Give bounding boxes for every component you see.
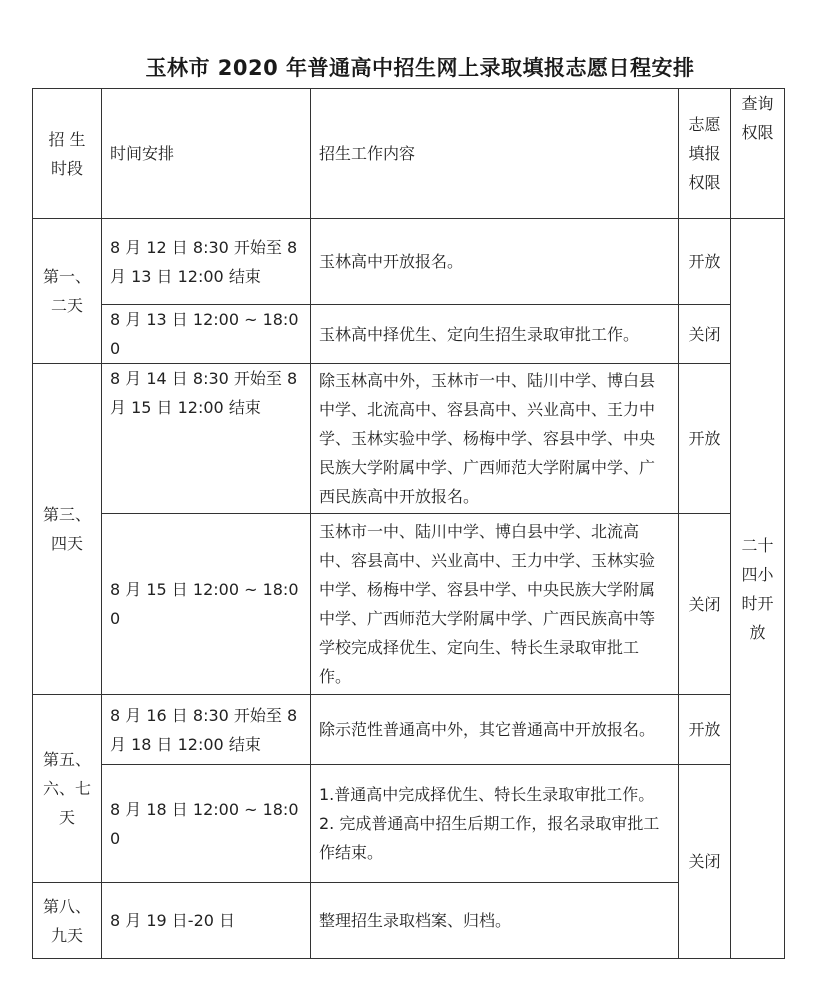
- fill-permission-cell: 关闭: [679, 514, 731, 695]
- fill-permission-cell: 开放: [679, 695, 731, 765]
- time-cell: 8 月 14 日 8:30 开始至 8 月 15 日 12:00 结束: [102, 364, 311, 514]
- period-cell: 第三、 四天: [33, 364, 102, 695]
- table-row: [33, 219, 785, 305]
- header-time: 时间安排: [102, 89, 311, 219]
- table-row: [33, 695, 785, 765]
- fill-permission-cell: 开放: [679, 364, 731, 514]
- header-fill-permission: 志愿 填报 权限: [679, 89, 731, 219]
- header-query-permission: 查询 权限: [731, 89, 785, 219]
- schedule-table: [32, 88, 785, 959]
- period-cell: 第一、 二天: [33, 219, 102, 364]
- fill-permission-cell: 开放: [679, 219, 731, 305]
- page-title: 玉林市 2020 年普通高中招生网上录取填报志愿日程安排: [145, 56, 695, 80]
- content-cell: 玉林高中择优生、定向生招生录取审批工作。: [311, 305, 679, 364]
- time-cell: 8 月 19 日-20 日: [102, 883, 311, 959]
- query-permission-cell: 二十 四小 时开 放: [731, 219, 785, 959]
- table-row: [33, 883, 785, 959]
- content-cell: 除玉林高中外，玉林市一中、陆川中学、博白县中学、北流高中、容县高中、兴业高中、王力中学、玉林实验中学、杨梅中学、容县中学、中央民族大学附属中学、广西师范大学附属中学、广西民族高中开放报名。: [311, 364, 679, 514]
- table-row: [33, 305, 785, 364]
- content-cell: 玉林高中开放报名。: [311, 219, 679, 305]
- period-cell: 第八、 九天: [33, 883, 102, 959]
- time-cell: 8 月 12 日 8:30 开始至 8 月 13 日 12:00 结束: [102, 219, 311, 305]
- time-cell: 8 月 18 日 12:00 ~ 18:00: [102, 765, 311, 883]
- content-cell: 除示范性普通高中外，其它普通高中开放报名。: [311, 695, 679, 765]
- header-row: [33, 89, 785, 219]
- fill-permission-cell: 关闭: [679, 305, 731, 364]
- content-cell: 整理招生录取档案、归档。: [311, 883, 679, 959]
- time-cell: 8 月 13 日 12:00 ~ 18:00: [102, 305, 311, 364]
- fill-permission-cell: 关闭: [679, 765, 731, 959]
- table-row: [33, 514, 785, 695]
- header-content: 招生工作内容: [311, 89, 679, 219]
- time-cell: 8 月 15 日 12:00 ~ 18:00: [102, 514, 311, 695]
- time-cell: 8 月 16 日 8:30 开始至 8 月 18 日 12:00 结束: [102, 695, 311, 765]
- table-row: [33, 364, 785, 514]
- content-cell: 1.普通高中完成择优生、特长生录取审批工作。 2. 完成普通高中招生后期工作，报名录取审批工作结束。: [311, 765, 679, 883]
- table-row: [33, 765, 785, 883]
- header-period: 招 生 时段: [33, 89, 102, 219]
- period-cell: 第五、 六、七 天: [33, 695, 102, 883]
- content-cell: 玉林市一中、陆川中学、博白县中学、北流高中、容县高中、兴业高中、王力中学、玉林实验中学、杨梅中学、容县中学、中央民族大学附属中学、广西师范大学附属中学、广西民族高中等学校完成择优生、定向生、特长生录取审批工作。: [311, 514, 679, 695]
